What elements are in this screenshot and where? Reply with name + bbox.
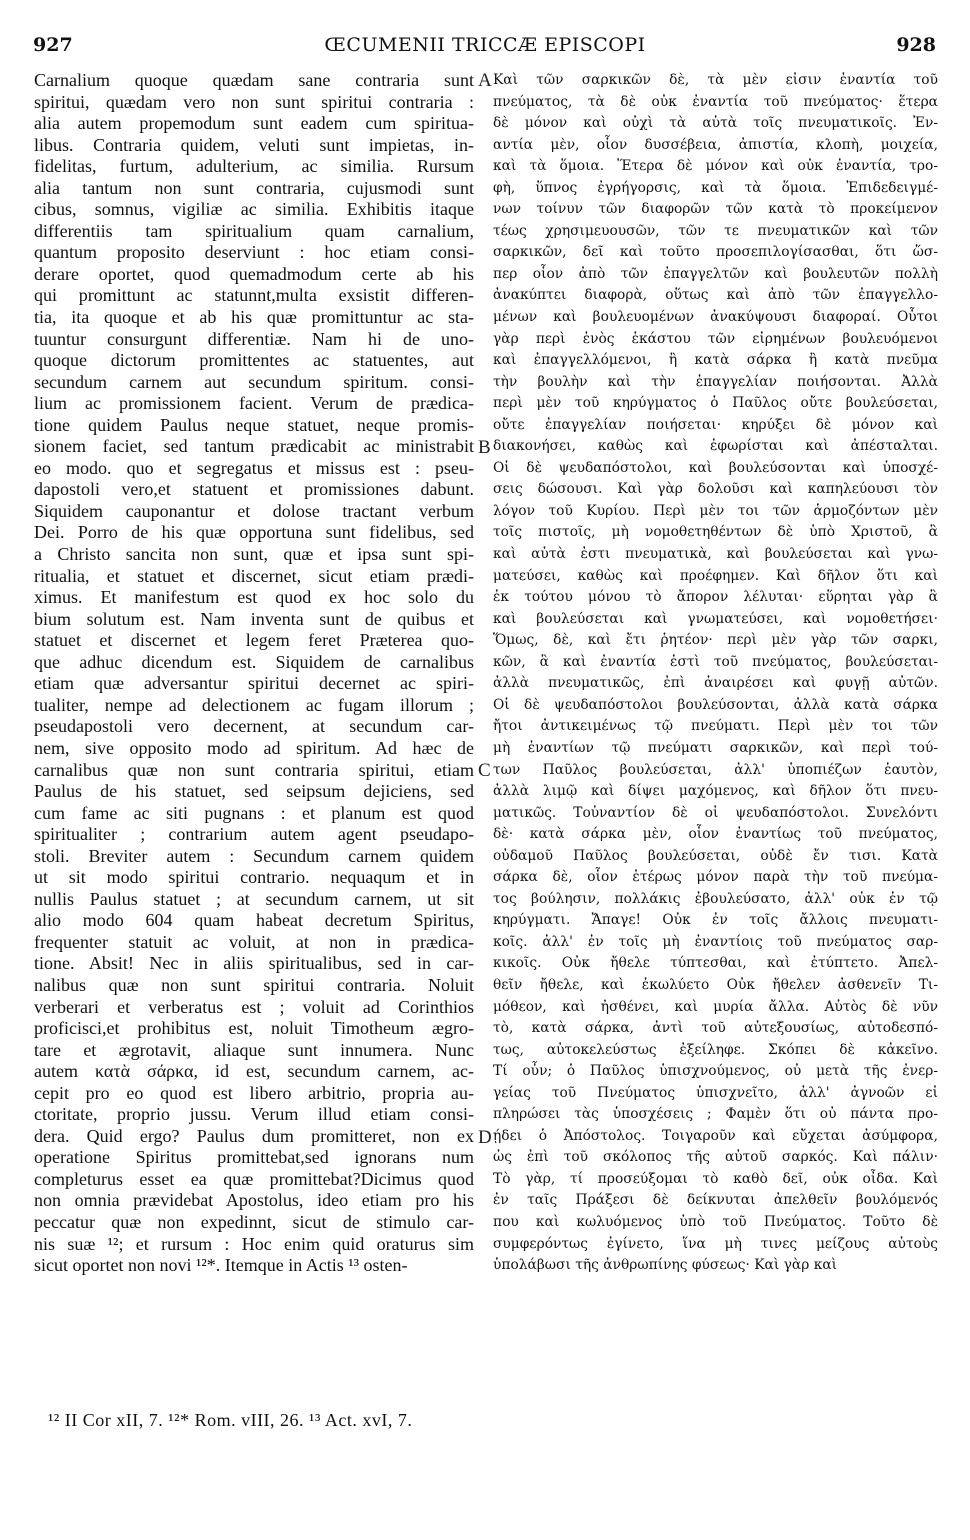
greek-line: πνεύματος, τὰ δὲ οὐκ ἐναντία τοῦ πνεύματος· ἕτερα xyxy=(493,93,938,110)
latin-line: tuuntur consurgunt differentiæ. Nam hi de uno- xyxy=(34,328,474,349)
margin-marker-c: C xyxy=(478,760,491,781)
latin-line: ut sit modo spiritui contrario. nequaqum et in xyxy=(34,867,474,888)
greek-line: τὸ, κατὰ σάρκα, ἀντὶ τοῦ αὐτεξουσίως, αὐτοδεσπό- xyxy=(493,1020,938,1037)
greek-line: ὡς ἐπὶ τοῦ σκόλοπος τῆς αὐτοῦ σαρκός. Καὶ πάλιν· xyxy=(493,1149,938,1166)
latin-line: que adhuc dicendum est. Siquidem de carnalibus xyxy=(34,651,474,672)
latin-line: nis suæ ¹²; et rursum : Hoc enim quid oraturus sim xyxy=(34,1233,474,1254)
greek-line: καὶ ἐπαγγελλόμενοι, ἢ κατὰ σάρκα ἢ κατὰ πνεῦμα xyxy=(493,352,938,369)
latin-line: Dei. Porro de his quæ opportuna sunt fidelibus, sed xyxy=(34,522,474,543)
latin-line: frequenter statuit ac voluit, at non in prædica- xyxy=(34,931,474,952)
latin-line: cepit pro eo quod est libero arbitrio, propria au- xyxy=(34,1082,474,1103)
latin-column xyxy=(34,70,474,1277)
greek-line: μένων καὶ βουλευομένων ἀνακύψουσι διαφοραί. Οὗτοι xyxy=(493,309,938,326)
greek-line: σεις δώσουσι. Καὶ γὰρ δολοῦσι καὶ καπηλεύουσι τὸν xyxy=(493,481,938,498)
greek-line: καὶ βουλεύσεται καὶ γνωματεύσει, καὶ νομοθετήσει· xyxy=(493,610,938,627)
greek-line: λόγον τοῦ Κυρίου. Περὶ μὲν τοι τῶν ἁρμοζόντων μὲν xyxy=(493,502,938,519)
latin-line: nullis Paulus statuet ; at secundum carnem, ut sit xyxy=(34,888,474,909)
latin-line: eo modo. quo et segregatus et missus est : pseu- xyxy=(34,457,474,478)
latin-line: quoque dictorum promittentes ac statuentes, aut xyxy=(34,350,474,371)
latin-line: ritualia, et statuet et discernet, sicut etiam prædi- xyxy=(34,565,474,586)
latin-line: tualiter, nempe ad delectionem ac fugam illorum ; xyxy=(34,694,474,715)
greek-line: σαρκικῶν, δεῖ καὶ τοῦτο προσεπιλογίσασθαι, ὅτι ὥσ- xyxy=(493,244,938,261)
latin-line: non omnia prævidebat Apostolus, ideo etiam pro his xyxy=(34,1190,474,1211)
latin-line: secundum carnem aut secundum spiritum. consi- xyxy=(34,371,474,392)
latin-line: qui promittunt ac statunnt,multa exsistit differen- xyxy=(34,285,474,306)
margin-marker-a: A xyxy=(478,70,492,91)
greek-line: κηρύγματι. Ἄπαγε! Οὐκ ἐν τοῖς ἄλλοις πνευματι- xyxy=(493,912,938,929)
latin-line: libus. Contraria quidem, veluti sunt impietas, in- xyxy=(34,134,474,155)
latin-line: differentiis tam spiritualium quam carnalium, xyxy=(34,220,474,241)
latin-line: alia tantum non sunt contraria, cujusmodi sunt xyxy=(34,177,474,198)
latin-line: Siquidem cauponantur et dolose tractant verbum xyxy=(34,500,474,521)
greek-line: δὲ· κατὰ σάρκα μὲν, οἷον ἐναντίως τοῦ πνεύματος, xyxy=(493,826,938,843)
latin-line: dapostoli vero,et statuent et promissiones dabunt. xyxy=(34,479,474,500)
greek-line: Ὅμως, δὲ, καὶ ἔτι ῥητέον· περὶ μὲν γὰρ τῶν σαρκι, xyxy=(493,632,938,649)
page-number-left: 927 xyxy=(33,34,73,56)
latin-line: proficisci,et prohibitus est, noluit Timotheum ægro- xyxy=(34,1018,474,1039)
latin-line: carnalibus quæ non sunt contraria spiritui, etiam xyxy=(34,759,474,780)
greek-line: ἐκ τούτου μόνου τὸ ἄπορον λέλυται· εὕρηται γὰρ ἃ xyxy=(493,589,938,606)
latin-line: pseudapostoli vero decernent, at secundum car- xyxy=(34,716,474,737)
latin-line: stoli. Breviter autem : Secundum carnem quidem xyxy=(34,845,474,866)
latin-line: derare oportet, quod quemadmodum certe ab his xyxy=(34,263,474,284)
greek-line: ἐν ταῖς Πράξεσι δὲ δείκνυται ἀπελθεῖν βουλόμενός xyxy=(493,1192,938,1209)
greek-line: καὶ αὐτὰ ἐστι πνευματικὰ, καὶ βουλεύσεται καὶ γνω- xyxy=(493,546,938,563)
greek-line: πληρώσει τὰς ὑποσχέσεις ; Φαμὲν ὅτι οὐ πάντα προ- xyxy=(493,1106,938,1123)
latin-line: tione quidem Paulus neque statuet, neque promis- xyxy=(34,414,474,435)
greek-line: καὶ τὰ ὅμοια. Ἕτερα δὲ μόνον καὶ οὐκ ἐναντία, τρο- xyxy=(493,158,938,175)
latin-line: spiritualiter ; contrarium autem agent pseudapo- xyxy=(34,824,474,845)
greek-line: κικοῖς. Οὐκ ἤθελε τύπτεσθαι, καὶ ἐτύπτετο. Ἀπελ- xyxy=(493,955,938,972)
latin-line: tare et ægrotavit, aliaque sunt innumera. Nunc xyxy=(34,1039,474,1060)
latin-line: alia autem propemodum sunt eadem cum spiritua- xyxy=(34,113,474,134)
latin-line: lium ac promissionem facient. Verum de prædica- xyxy=(34,393,474,414)
latin-line: fidelitas, furtum, adulterium, ac similia. Rursum xyxy=(34,156,474,177)
page-header xyxy=(0,34,970,64)
latin-line: dera. Quid ergo? Paulus dum promitteret, non ex xyxy=(34,1125,474,1146)
greek-line: οὐδαμοῦ Παῦλος βουλεύσεται, οὐδὲ ἔν τισι. Κατὰ xyxy=(493,847,938,864)
greek-line: γὰρ περὶ ἑνὸς ἑκάστου τῶν εἰρημένων βουλευόμενοι xyxy=(493,330,938,347)
running-title: ŒCUMENII TRICCÆ EPISCOPI xyxy=(324,34,646,56)
greek-line: ἤτοι ἀντικειμένως τῷ πνεύματι. Περὶ μὲν τοι τῶν xyxy=(493,718,938,735)
greek-line: φὴ, ὕπνος ἐγρήγορσις, καὶ τὰ ὅμοια. Ἐπιδεδειγμέ- xyxy=(493,179,938,196)
greek-line: ματεύσει, καθὼς καὶ προέφημεν. Καὶ δῆλον ὅτι καὶ xyxy=(493,567,938,584)
greek-line: κοῖς. ἀλλ' ἐν τοῖς μὴ ἐναντίοις τοῦ πνεύματος σαρ- xyxy=(493,933,938,950)
greek-line: δὲ μόνον καὶ οὐχὶ τὰ αὐτὰ τοῖς πνευματικοῖς. Ἐν- xyxy=(493,115,938,132)
latin-line: statuet et discernet et legem feret Præterea quo- xyxy=(34,630,474,651)
latin-line: nem, sive opposito modo ad spiritum. Ad hæc de xyxy=(34,737,474,758)
latin-line: Paulus de his statuet, sed seipsum dejiciens, sed xyxy=(34,781,474,802)
margin-marker-b: B xyxy=(478,437,491,458)
greek-line: τος βούλησιν, πολλάκις ἐβουλεύσατο, ἀλλ' οὐκ ἐν τῷ xyxy=(493,890,938,907)
greek-line: Τὸ γὰρ, τί προσεύξομαι τὸ καθὸ δεῖ, οὐκ οἶδα. Καὶ xyxy=(493,1170,938,1187)
greek-line: περ οἷον ἀπὸ τῶν ἐπαγγελτῶν καὶ βουλευτῶν πολλὴ xyxy=(493,265,938,282)
latin-line: alio modo 604 quam habeat decretum Spiritus, xyxy=(34,910,474,931)
latin-line: etiam quæ adversantur spiritui decernet ac spiri- xyxy=(34,673,474,694)
greek-line: Οἱ δὲ ψευδαπόστολοι, καὶ βουλεύσονται καὶ ὑποσχέ- xyxy=(493,459,938,476)
greek-line: Καὶ τῶν σαρκικῶν δὲ, τὰ μὲν εἰσιν ἐναντία τοῦ xyxy=(493,72,938,88)
greek-line: ματικῶς. Τοὐναντίον δὲ οἱ ψευδαπόστολοι. Συνελόντι xyxy=(493,804,938,821)
latin-line: quantum proposito deserviunt : hoc etiam consi- xyxy=(34,242,474,263)
greek-line: θεῖν ἤθελε, καὶ ἐκωλύετο Οὐκ ἤθελεν ἀσθενεῖν Τι- xyxy=(493,976,938,993)
latin-line: tione. Absit! Nec in aliis spiritualibus, sed in car- xyxy=(34,953,474,974)
greek-line: ἀλλὰ πνευματικῶς, ἐπὶ ἀναιρέσει καὶ φυγῇ αὐτῶν. xyxy=(493,675,938,692)
greek-line: Τί οὖν; ὁ Παῦλος ὑπισχνούμενος, οὐ μετὰ τῆς ἐνερ- xyxy=(493,1063,938,1080)
latin-line: sicut oportet non novi ¹²*. Itemque in Actis ¹³ osten- xyxy=(34,1255,408,1276)
greek-line: γείας τοῦ Πνεύματος ὑπισχνεῖτο, ἀλλ' ἀγνοῶν εἰ xyxy=(493,1084,938,1101)
latin-line: cum fame ac siti pugnans : et planum est quod xyxy=(34,802,474,823)
greek-line: ἀλλὰ λιμῷ καὶ δίψει μαχόμενος, καὶ δῆλον ὅτι πνευ- xyxy=(493,783,938,800)
latin-line: Carnalium quoque quædam sane contraria sunt xyxy=(34,70,474,90)
greek-line: τως, αὐτοκελεύστως ἐξείληφε. Σκόπει δὲ κἀκεῖνο. xyxy=(493,1041,938,1058)
latin-line: autem κατὰ σάρκα, id est, secundum carnem, ac- xyxy=(34,1061,474,1082)
greek-line: περὶ μὲν τοῦ κηρύγματος ὁ Παῦλος οὔτε βουλεύσεται, xyxy=(493,395,938,412)
greek-line: κῶν, ἃ καὶ ἐναντία ἐστὶ τοῦ πνεύματος, βουλεύσεται- xyxy=(493,653,938,670)
greek-line: σάρκα δὲ, οἷον ἑτέρως μόνον παρὰ τὴν τοῦ πνεύμα- xyxy=(493,869,938,886)
latin-line: nalibus quæ non sunt spiritui contraria. Noluit xyxy=(34,974,474,995)
latin-line: ximus. Et manifestum est quod ex hoc solo du xyxy=(34,587,474,608)
latin-line: tia, ita quoque et ab his quæ promittuntur ac sta- xyxy=(34,307,474,328)
greek-line: νων τοίνυν τῶν διαφορῶν τῶν κατὰ τὸ προκείμενον xyxy=(493,201,938,218)
margin-marker-d: D xyxy=(478,1127,492,1148)
latin-line: verberari et verberatus est ; voluit ad Corinthios xyxy=(34,996,474,1017)
greek-line: αντία μὲν, οἷον δυσσέβεια, ἀπιστία, κλοπὴ, μοιχεία, xyxy=(493,136,938,153)
latin-line: bium solutum est. Nam inventa sunt de quibus et xyxy=(34,608,474,629)
greek-line: διακονήσει, καθὼς καὶ ἐφωρίσται καὶ ἀπέσταλται. xyxy=(493,438,938,455)
latin-line: completurus esset ea quæ promittebat?Dicimus quod xyxy=(34,1168,474,1189)
greek-line: τοῖς πιστοῖς, μὴ νομοθετηθέντων δὲ ὑπὸ Χριστοῦ, ἃ xyxy=(493,524,938,541)
page-number-right: 928 xyxy=(896,34,936,56)
latin-line: peccatur quæ non expedinnt, sicut de stimulo car- xyxy=(34,1211,474,1232)
greek-line: τέως χρησιμευουσῶν, τῶν τε πνευματικῶν καὶ τῶν xyxy=(493,222,938,239)
greek-line: μόθεον, καὶ ἠσθένει, καὶ μυρία ἄλλα. Αὐτὸς δὲ νῦν xyxy=(493,998,938,1015)
greek-line: συμφερόντως ἐγίνετο, ἵνα μὴ τινες μείζους αὐτοὺς xyxy=(493,1235,938,1252)
latin-line: ctoritate, proprio jussu. Verum illud etiam consi- xyxy=(34,1104,474,1125)
latin-line: sionem faciet, sed tantum prædicabit ac ministrabit xyxy=(34,436,474,457)
greek-line: οὔτε ἐπαγγελίαν ποιήσεται· κηρύξει δὲ μόνον καὶ xyxy=(493,416,938,433)
latin-line: spiritui, quædam vero non sunt spiritui contraria : xyxy=(34,91,474,112)
latin-line: operatione Spiritus promittebat,sed ignorans num xyxy=(34,1147,474,1168)
greek-line: τὴν βουλὴν καὶ τὴν ἐπαγγελίαν ποιήσονται. Ἀλλὰ xyxy=(493,373,938,390)
footnote: ¹² II Cor xII, 7. ¹²* Rom. vIII, 26. ¹³ Act. xvI, 7. xyxy=(48,1410,413,1430)
greek-line: ἀνακύπτει διαφορὰ, οὕτως καὶ ἀπὸ τῶν ἐπαγγελλο- xyxy=(493,287,938,304)
greek-line: ὑπολάβωσι τῆς ἀνθρωπίνης φύσεως· Καὶ γὰρ καὶ xyxy=(493,1257,838,1274)
greek-line: ῄδει ὁ Ἀπόστολος. Τοιγαροῦν καὶ εὔχεται ἀσύμφορα, xyxy=(493,1127,938,1144)
greek-column xyxy=(493,70,938,1277)
latin-line: a Christo sancita non sunt, quæ et ipsa sunt spi- xyxy=(34,544,474,565)
greek-line: των Παῦλος βουλεύσεται, ἀλλ' ὑποπιέζων ἑαυτὸν, xyxy=(493,761,938,778)
greek-line: που καὶ κωλυόμενος ὑπὸ τοῦ Πνεύματος. Τοῦτο δὲ xyxy=(493,1213,938,1230)
greek-line: μὴ ἐναντίων τῷ πνεύματι σαρκικῶν, καὶ περὶ τού- xyxy=(493,739,938,756)
greek-line: Οἱ δὲ ψευδαπόστολοι βουλεύσονται, ἀλλὰ κατὰ σάρκα xyxy=(493,696,938,713)
latin-line: cibus, somnus, vigiliæ ac similia. Exhibitis itaque xyxy=(34,199,474,220)
